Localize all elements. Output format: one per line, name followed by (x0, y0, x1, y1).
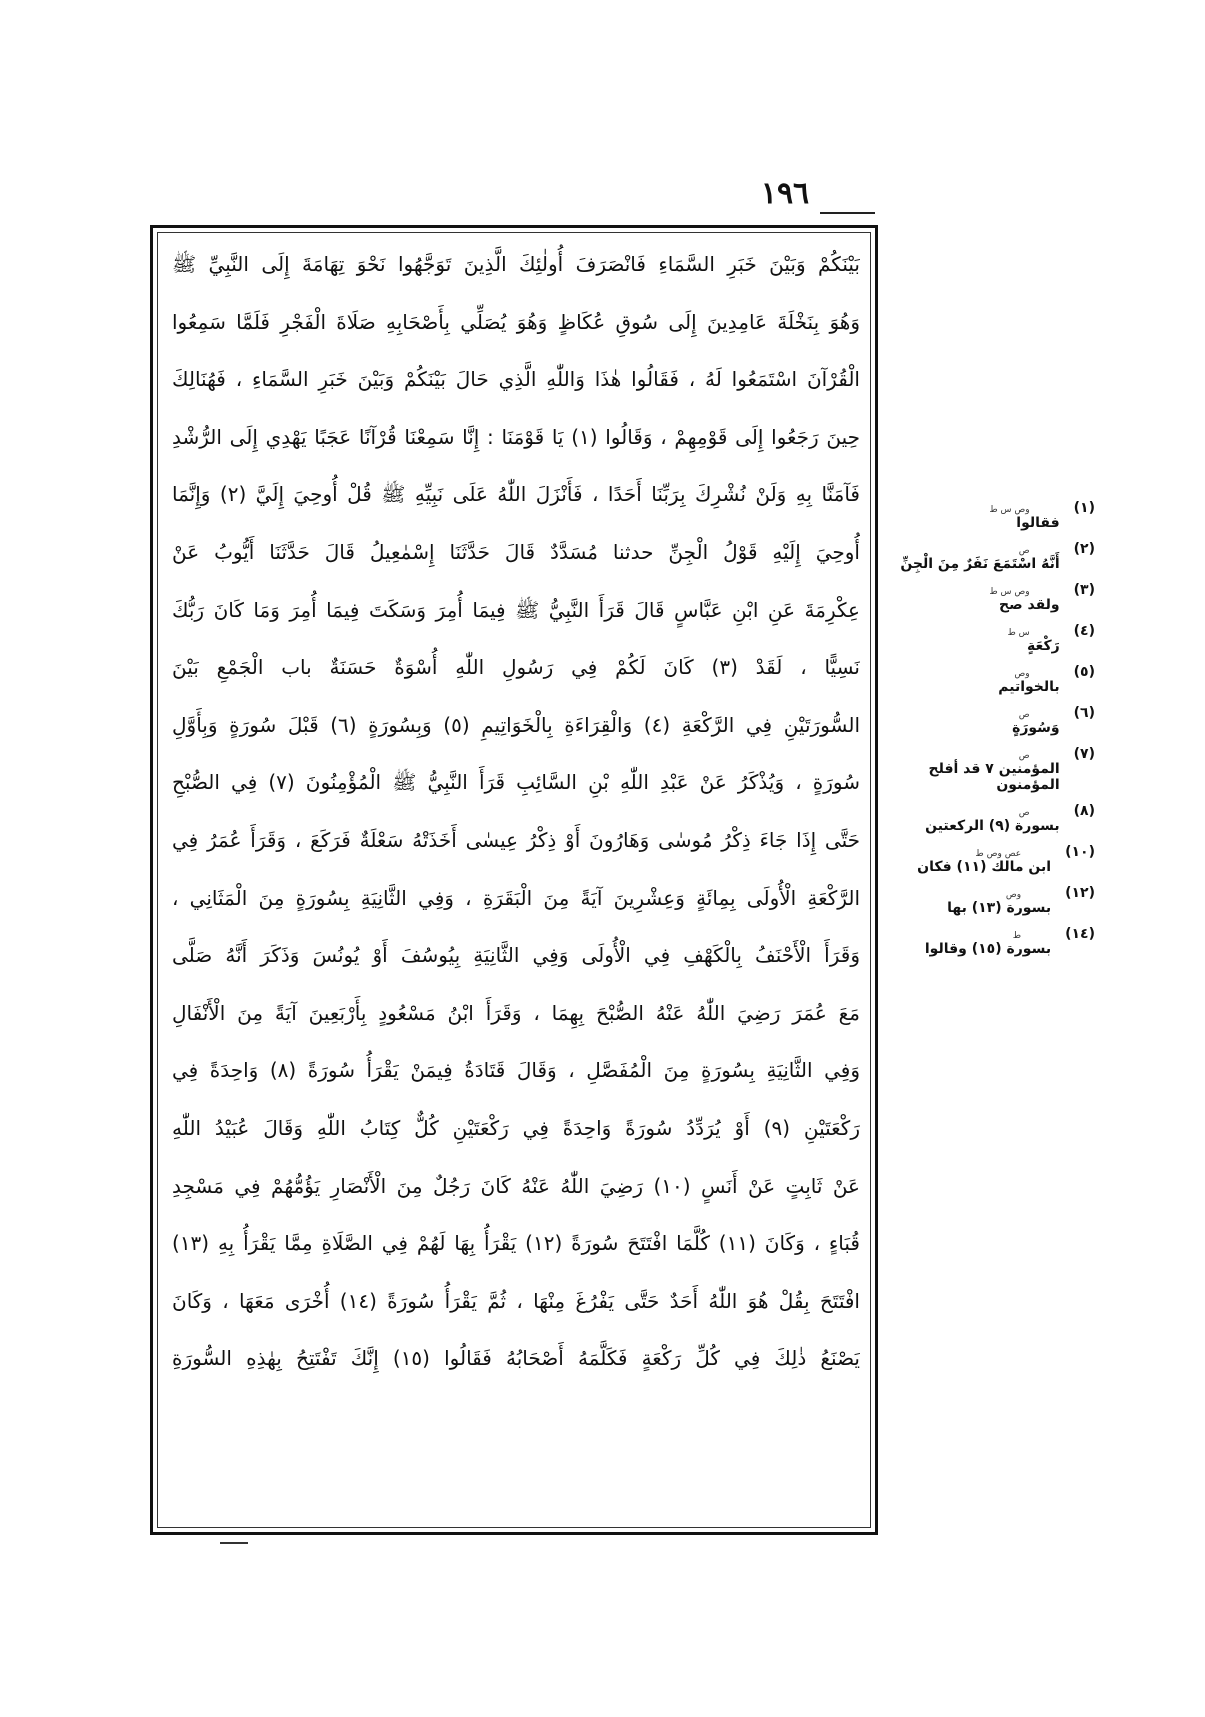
note-siglum: وص (1014, 669, 1030, 679)
note-number: (١٢) (1065, 885, 1095, 901)
note-text (880, 587, 1060, 613)
note-siglum: عص وص ط (975, 849, 1022, 859)
text-line: سُورَةٍ ، وَيُذْكَرُ عَنْ عَبْدِ اللّٰهِ بْنِ السَّائِبِ قَرَأَ النَّبِيُّ ﷺ الْمُؤْمِنُونَ (٧) فِي الصُّبْحِ (172, 770, 860, 795)
note-text (880, 751, 1060, 793)
note-siglum: ص (1018, 546, 1030, 556)
note-siglum: ط (1012, 931, 1022, 941)
note-number: (٥) (1073, 664, 1095, 680)
note-reading: فقالوا (1016, 515, 1060, 531)
bottom-mark (220, 1542, 248, 1544)
note-number: (١) (1073, 500, 1095, 516)
margin-note (880, 664, 1095, 695)
note-reading: بسورة (٩) الركعتين (925, 818, 1060, 834)
note-siglum: وص س ط (989, 587, 1030, 597)
note-reading: وَسُورَةٍ (1012, 720, 1060, 736)
text-line: مَعَ عُمَرَ رَضِيَ اللّٰهُ عَنْهُ الصُّبْحَ بِهِمَا ، وَقَرَأَ ابْنُ مَسْعُودٍ بِأَرْبَعِينَ آيَةً مِنَ الْأَنْفَالِ (172, 1000, 860, 1025)
text-line: يَصْنَعُ ذٰلِكَ فِي كُلِّ رَكْعَةٍ فَكَلَّمَهُ أَصْحَابُهُ فَقَالُوا (١٥) إِنَّكَ تَفْتَتِحُ بِهٰذِهِ السُّورَةِ (172, 1346, 860, 1371)
note-reading: ابن مالك (١١) فكان (917, 859, 1052, 875)
margin-note (880, 803, 1095, 834)
note-number: (٤) (1073, 623, 1095, 639)
note-reading: رَكْعَةٍ (1027, 638, 1060, 654)
note-reading: بسورة (١٣) بها (947, 900, 1052, 916)
note-siglum: س ط (1007, 628, 1030, 638)
note-reading: بالخواتيم (998, 679, 1060, 695)
note-number: (٧) (1073, 746, 1095, 762)
margin-note (880, 500, 1095, 531)
note-siglum: ص (1018, 710, 1030, 720)
text-line: قُبَاءٍ ، وَكَانَ (١١) كُلَّمَا افْتَتَحَ سُورَةً (١٢) يَقْرَأُ بِهَا لَهُمْ فِي الصَّلَاةِ مِمَّا يَقْرَأُ بِهِ (١٣) (172, 1231, 860, 1256)
margin-notes (880, 500, 1095, 967)
note-number: (١٤) (1065, 926, 1095, 942)
margin-note (880, 705, 1095, 736)
text-line: الْقُرْآنَ اسْتَمَعُوا لَهُ ، فَقَالُوا هٰذَا وَاللّٰهِ الَّذِي حَالَ بَيْنَكُمْ وَبَيْنَ خَبَرِ السَّمَاءِ ، فَهُنَالِكَ (172, 367, 860, 392)
note-text (880, 890, 1051, 916)
note-number: (٣) (1073, 582, 1095, 598)
note-siglum: وص (1005, 890, 1022, 900)
text-line: وَفِي الثَّانِيَةِ بِسُورَةٍ مِنَ الْمُفَصَّلِ ، وَقَالَ قَتَادَةُ فِيمَنْ يَقْرَأُ سُورَةً (٨) وَاحِدَةً فِي (172, 1058, 860, 1083)
note-text (880, 808, 1060, 834)
note-text (880, 546, 1060, 572)
page-number: ١٩٦ (760, 176, 810, 211)
note-text (880, 505, 1060, 531)
margin-note (880, 926, 1095, 957)
text-line: عَنْ ثَابِتٍ عَنْ أَنَسٍ (١٠) رَضِيَ اللّٰهُ عَنْهُ كَانَ رَجُلٌ مِنَ الْأَنْصَارِ يَؤُمُّهُمْ فِي مَسْجِدِ (172, 1173, 860, 1198)
note-number: (٨) (1073, 803, 1095, 819)
text-line: حِينَ رَجَعُوا إِلَى قَوْمِهِمْ ، وَقَالُوا (١) يَا قَوْمَنَا : إِنَّا سَمِعْنَا قُرْآنًا عَجَبًا يَهْدِي إِلَى الرُّشْدِ (172, 424, 860, 449)
text-line: رَكْعَتَيْنِ (٩) أَوْ يُرَدِّدُ سُورَةً وَاحِدَةً فِي رَكْعَتَيْنِ كُلٌّ كِتَابُ اللّٰهِ وَقَالَ عُبَيْدُ اللّٰهِ (172, 1115, 860, 1140)
text-line: السُّورَتَيْنِ فِي الرَّكْعَةِ (٤) وَالْقِرَاءَةِ بِالْخَوَاتِيمِ (٥) وَبِسُورَةٍ (٦) قَبْلَ سُورَةٍ وَبِأَوَّلِ (172, 712, 860, 737)
note-text (880, 710, 1060, 736)
note-reading: بسورة (١٥) وقالوا (924, 941, 1052, 957)
note-reading: المؤمنين ٧ قد أفلح المؤمنون (928, 761, 1060, 793)
note-number: (٢) (1073, 541, 1095, 557)
note-number: (١٠) (1065, 844, 1095, 860)
note-text (880, 931, 1051, 957)
text-line: وَقَرَأَ الْأَحْنَفُ بِالْكَهْفِ فِي الْأُولَى وَفِي الثَّانِيَةِ بِيُوسُفَ أَوْ يُونُسَ وَذَكَرَ أَنَّهُ صَلَّى (172, 943, 860, 968)
margin-note (880, 746, 1095, 793)
main-text-block (172, 236, 860, 1388)
text-line: الرَّكْعَةِ الْأُولَى بِمِائَةٍ وَعِشْرِينَ آيَةً مِنَ الْبَقَرَةِ ، وَفِي الثَّانِيَةِ بِسُورَةٍ مِنَ الْمَثَانِي ، (172, 885, 860, 910)
text-line: وَهُوَ بِنَخْلَةَ عَامِدِينَ إِلَى سُوقِ عُكَاظٍ وَهُوَ يُصَلِّي بِأَصْحَابِهِ صَلَاةَ الْفَجْرِ فَلَمَّا سَمِعُوا (172, 309, 860, 334)
note-siglum: ص (1018, 751, 1030, 761)
margin-note (880, 844, 1095, 875)
text-line: بَيْنَكُمْ وَبَيْنَ خَبَرِ السَّمَاءِ فَانْصَرَفَ أُولٰئِكَ الَّذِينَ تَوَجَّهُوا نَحْوَ تِهَامَةَ إِلَى النَّبِيِّ ﷺ (172, 252, 860, 276)
margin-note (880, 541, 1095, 572)
note-text (880, 849, 1051, 875)
text-line: عِكْرِمَةَ عَنِ ابْنِ عَبَّاسٍ قَالَ قَرَأَ النَّبِيُّ ﷺ فِيمَا أُمِرَ وَسَكَتَ فِيمَا أُمِرَ وَمَا كَانَ رَبُّكَ (172, 597, 860, 622)
note-siglum: ص (1018, 808, 1030, 818)
note-siglum: وص س ط (989, 505, 1030, 515)
text-line: افْتَتَحَ بِقُلْ هُوَ اللّٰهُ أَحَدٌ حَتَّى يَفْرُغَ مِنْهَا ، ثُمَّ يَقْرَأُ سُورَةً (١٤) أُخْرَى مَعَهَا ، وَكَانَ (172, 1288, 860, 1313)
margin-note (880, 582, 1095, 613)
text-line: فَآمَنَّا بِهِ وَلَنْ نُشْرِكَ بِرَبِّنَا أَحَدًا ، فَأَنْزَلَ اللّٰهُ عَلَى نَبِيِّهِ ﷺ قُلْ أُوحِيَ إِلَيَّ (٢) وَإِنَّمَا (172, 482, 860, 507)
note-text (880, 669, 1060, 695)
note-text (880, 628, 1060, 654)
margin-note (880, 885, 1095, 916)
page-number-rule (820, 212, 875, 214)
note-number: (٦) (1073, 705, 1095, 721)
text-line: حَتَّى إِذَا جَاءَ ذِكْرُ مُوسٰى وَهَارُونَ أَوْ ذِكْرُ عِيسٰى أَخَذَتْهُ سَعْلَةٌ فَرَكَعَ ، وَقَرَأَ عُمَرُ فِي (172, 827, 860, 852)
note-reading: أَنَّهُ اسْتَمَعَ نَفَرٌ مِنَ الْجِنِّ (900, 556, 1060, 572)
note-reading: ولقد صح (999, 597, 1060, 613)
text-line: أُوحِيَ إِلَيْهِ قَوْلُ الْجِنِّ حدثنا مُسَدَّدٌ قَالَ حَدَّثَنَا إِسْمٰعِيلُ قَالَ حَدَّثَنَا أَيُّوبُ عَنْ (172, 539, 860, 564)
text-line: نَسِيًّا ، لَقَدْ (٣) كَانَ لَكُمْ فِي رَسُولِ اللّٰهِ أُسْوَةٌ حَسَنَةٌ باب الْجَمْعِ بَيْنَ (172, 655, 860, 680)
margin-note (880, 623, 1095, 654)
